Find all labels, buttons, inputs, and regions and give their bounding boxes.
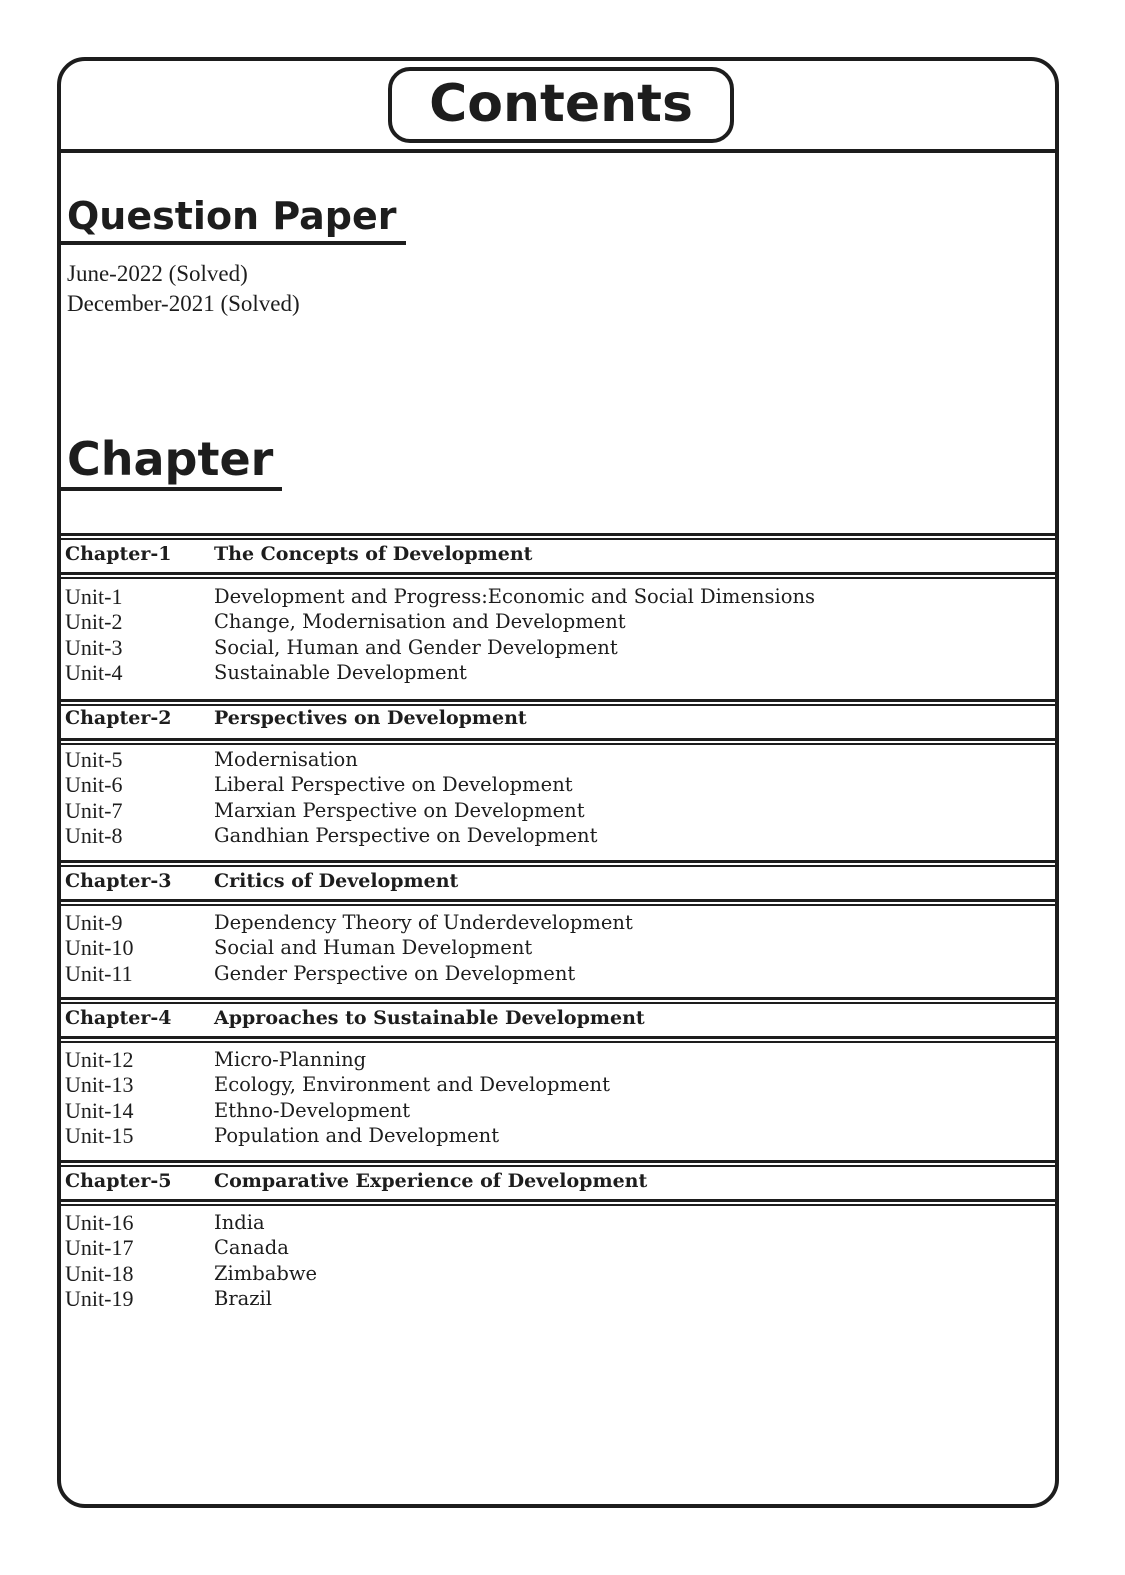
unit-row[interactable]: [65, 1072, 1055, 1097]
unit-row[interactable]: [65, 1123, 1055, 1148]
chapter-bottom-rule: [61, 572, 1059, 579]
chapter-bottom-rule: [61, 1036, 1059, 1043]
unit-number: Unit-13: [65, 1072, 134, 1098]
chapter-number: Chapter-5: [65, 1170, 172, 1192]
unit-list: [65, 1047, 1055, 1148]
unit-number: Unit-12: [65, 1047, 134, 1072]
unit-row[interactable]: [65, 935, 1055, 960]
unit-title: Social and Human Development: [214, 936, 533, 960]
chapter-number: Chapter-2: [65, 707, 172, 729]
unit-title: Marxian Perspective on Development: [214, 798, 585, 822]
chapter-title: Perspectives on Development: [214, 707, 527, 729]
chapter-bottom-rule: [61, 899, 1059, 906]
unit-row[interactable]: [65, 1261, 1055, 1286]
question-paper-heading: Question Paper: [67, 194, 397, 238]
unit-number: Unit-5: [65, 747, 123, 772]
unit-row[interactable]: [65, 609, 1055, 634]
unit-row[interactable]: [65, 1210, 1055, 1235]
unit-title: Sustainable Development: [214, 660, 467, 684]
unit-title: Social, Human and Gender Development: [214, 635, 618, 659]
unit-title: Ecology, Environment and Development: [214, 1073, 610, 1097]
unit-row[interactable]: [65, 910, 1055, 935]
unit-number: Unit-4: [65, 659, 123, 685]
unit-row[interactable]: [65, 635, 1055, 660]
unit-row[interactable]: [65, 747, 1055, 772]
unit-number: Unit-8: [65, 822, 123, 848]
chapter-underline: [61, 487, 282, 491]
unit-number: Unit-9: [65, 910, 123, 935]
unit-title: Canada: [214, 1236, 289, 1260]
unit-title: Zimbabwe: [214, 1261, 318, 1285]
unit-number: Unit-6: [65, 772, 123, 798]
unit-number: Unit-7: [65, 797, 123, 823]
chapter-title: Comparative Experience of Development: [214, 1170, 648, 1192]
unit-title: Dependency Theory of Underdevelopment: [214, 911, 633, 934]
unit-row[interactable]: [65, 823, 1055, 848]
contents-title-box: [388, 67, 734, 143]
question-paper-list: [67, 259, 300, 319]
unit-number: Unit-19: [65, 1285, 134, 1311]
unit-title: Micro-Planning: [214, 1048, 367, 1071]
chapter-row[interactable]: [65, 704, 1055, 732]
unit-number: Unit-2: [65, 609, 123, 635]
unit-row[interactable]: [65, 1098, 1055, 1123]
chapter-bottom-rule: [61, 738, 1059, 745]
unit-title: Gandhian Perspective on Development: [214, 823, 598, 847]
chapter-title: Critics of Development: [214, 870, 459, 892]
unit-row[interactable]: [65, 798, 1055, 823]
chapter-title: The Concepts of Development: [214, 543, 533, 565]
unit-title: Gender Perspective on Development: [214, 961, 576, 985]
unit-list: [65, 1210, 1055, 1311]
unit-title: Ethno-Development: [214, 1098, 411, 1122]
unit-number: Unit-18: [65, 1260, 134, 1286]
chapter-number: Chapter-4: [65, 1007, 172, 1029]
unit-number: Unit-10: [65, 935, 134, 961]
unit-row[interactable]: [65, 961, 1055, 986]
chapter-number: Chapter-3: [65, 870, 172, 892]
chapter-row[interactable]: [65, 540, 1055, 568]
chapter-top-rule: [61, 997, 1059, 1004]
unit-list: [65, 910, 1055, 986]
chapter-top-rule: [61, 1160, 1059, 1167]
unit-number: Unit-14: [65, 1097, 134, 1123]
unit-number: Unit-11: [65, 960, 133, 986]
unit-row[interactable]: [65, 772, 1055, 797]
chapter-bottom-rule: [61, 1199, 1059, 1206]
unit-row[interactable]: [65, 1286, 1055, 1311]
chapter-top-rule: [61, 533, 1059, 540]
unit-number: Unit-15: [65, 1122, 134, 1148]
page-title: Contents: [429, 74, 693, 134]
unit-number: Unit-17: [65, 1235, 134, 1261]
unit-title: India: [214, 1211, 265, 1234]
unit-number: Unit-3: [65, 634, 123, 660]
question-paper-item[interactable]: December-2021 (Solved): [67, 291, 300, 316]
unit-row[interactable]: [65, 660, 1055, 685]
unit-row[interactable]: [65, 1235, 1055, 1260]
unit-title: Development and Progress:Economic and Social Dimensions: [214, 585, 816, 608]
unit-title: Liberal Perspective on Development: [214, 773, 573, 797]
chapter-row[interactable]: [65, 1004, 1055, 1032]
question-paper-item[interactable]: June-2022 (Solved): [67, 261, 248, 286]
chapter-row[interactable]: [65, 867, 1055, 895]
unit-title: Change, Modernisation and Development: [214, 610, 626, 634]
unit-row[interactable]: [65, 584, 1055, 609]
chapter-number: Chapter-1: [65, 543, 172, 565]
question-paper-underline: [61, 241, 406, 245]
unit-title: Brazil: [214, 1286, 273, 1310]
chapter-row[interactable]: [65, 1167, 1055, 1195]
chapter-title: Approaches to Sustainable Development: [214, 1007, 645, 1029]
unit-list: [65, 584, 1055, 685]
chapter-top-rule: [61, 860, 1059, 867]
header-divider: [59, 149, 1059, 153]
unit-number: Unit-16: [65, 1210, 134, 1235]
unit-number: Unit-1: [65, 584, 123, 609]
chapter-heading: Chapter: [67, 432, 274, 486]
unit-list: [65, 747, 1055, 848]
unit-title: Modernisation: [214, 748, 358, 771]
unit-row[interactable]: [65, 1047, 1055, 1072]
unit-title: Population and Development: [214, 1123, 500, 1147]
